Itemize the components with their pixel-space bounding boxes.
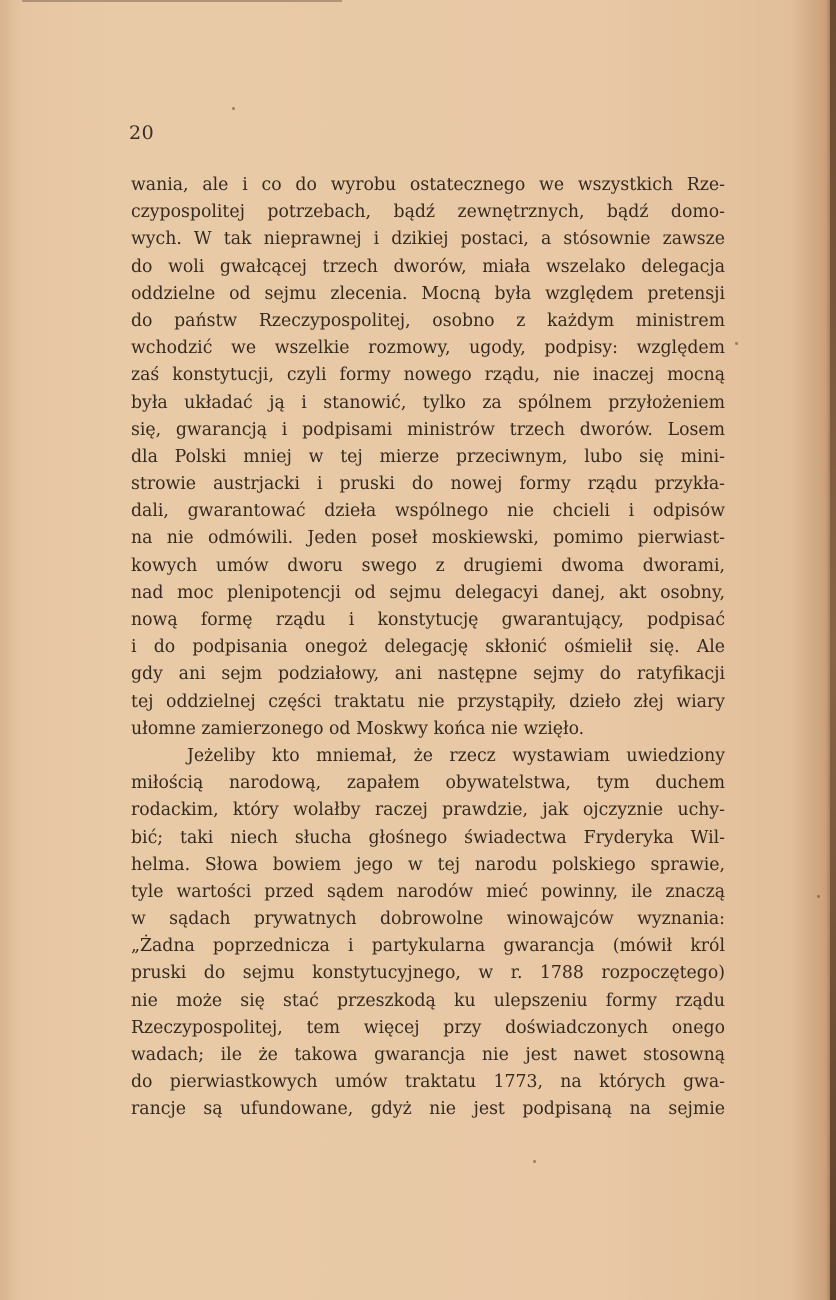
text-line: się, gwarancją i podpisami ministrów trzech dworów. Losem	[131, 419, 725, 440]
text-line: oddzielne od sejmu zlecenia. Mocną była względem pretensji	[131, 283, 725, 304]
text-line: gdy ani sejm podziałowy, ani następne sejmy do ratyfikacji	[131, 664, 725, 685]
text-line: helma. Słowa bowiem jego w tej narodu polskiego sprawie,	[131, 854, 725, 875]
top-rule	[22, 0, 342, 2]
text-line: kowych umów dworu swego z drugiemi dwoma dworami,	[131, 555, 725, 576]
text-line: w sądach prywatnych dobrowolne winowajców wyznania:	[131, 909, 725, 930]
paper-speck	[735, 342, 738, 345]
text-line: tyle wartości przed sądem narodów mieć powinny, ile znaczą	[131, 881, 725, 902]
paper-speck	[232, 107, 235, 110]
text-line: nad moc plenipotencji od sejmu delegacyi danej, akt osobny,	[131, 582, 725, 603]
text-line: bić; taki niech słucha głośnego świadectwa Fryderyka Wil-	[131, 827, 725, 848]
text-line: wadach; ile że takowa gwarancja nie jest nawet stosowną	[131, 1045, 725, 1065]
text-line: ułomne zamierzonego od Moskwy końca nie wzięło.	[131, 718, 585, 739]
page-edge-shadow	[830, 0, 836, 1300]
text-line: wych. W tak nieprawnej i dzikiej postaci, a stósownie zawsze	[131, 229, 725, 250]
text-line: „Żadna poprzednicza i partykularna gwarancja (mówił król	[131, 936, 725, 957]
paper-speck	[817, 895, 820, 898]
text-line: Rzeczypospolitej, tem więcej przy doświadczonych onego	[131, 1017, 725, 1038]
body-text	[131, 172, 725, 1124]
text-line: Jeżeliby kto mniemał, że rzecz wystawiam uwiedziony	[187, 745, 725, 766]
text-line: była układać ją i stanowić, tylko za spólnem przyłożeniem	[131, 392, 725, 413]
text-line: do woli gwałcącej trzech dworów, miała wszelako delegacja	[131, 256, 725, 277]
text-line: czypospolitej potrzebach, bądź zewnętrznych, bądź domo-	[131, 202, 725, 223]
text-line: miłością narodową, zapałem obywatelstwa, tym duchem	[131, 773, 725, 794]
text-line: wania, ale i co do wyrobu ostatecznego we wszystkich Rze-	[131, 175, 725, 195]
text-line: dali, gwarantować dzieła wspólnego nie chcieli i odpisów	[131, 501, 725, 522]
page-number: 20	[129, 122, 155, 144]
text-line: rancje są ufundowane, gdyż nie jest podpisaną na sejmie	[131, 1099, 725, 1120]
text-line: zaś konstytucji, czyli formy nowego rządu, nie inaczej mocną	[131, 365, 725, 386]
paper-speck	[533, 1160, 536, 1163]
text-line: pruski do sejmu konstytucyjnego, w r. 1788 rozpoczętego)	[131, 963, 725, 984]
text-line: strowie austrjacki i pruski do nowej formy rządu przykła-	[131, 474, 725, 495]
text-line: nową formę rządu i konstytucję gwarantujący, podpisać	[131, 610, 725, 630]
text-line: nie może się stać przeszkodą ku ulepszeniu formy rządu	[131, 990, 725, 1011]
text-line: tej oddzielnej części traktatu nie przystąpiły, dzieło złej wiary	[131, 691, 725, 712]
text-line: do państw Rzeczypospolitej, osobno z każdym ministrem	[131, 310, 725, 331]
text-line: i do podpisania onegoż delegację skłonić ośmielił się. Ale	[131, 637, 725, 658]
text-line: rodackim, który wolałby raczej prawdzie, jak ojczyznie uchy-	[131, 800, 725, 821]
text-line: do pierwiastkowych umów traktatu 1773, na których gwa-	[131, 1072, 725, 1093]
text-line: wchodzić we wszelkie rozmowy, ugody, podpisy: względem	[131, 338, 725, 359]
text-line: na nie odmówili. Jeden poseł moskiewski, pomimo pierwiast-	[131, 528, 725, 549]
text-line: dla Polski mniej w tej mierze przeciwnym, lubo się mini-	[131, 446, 725, 467]
